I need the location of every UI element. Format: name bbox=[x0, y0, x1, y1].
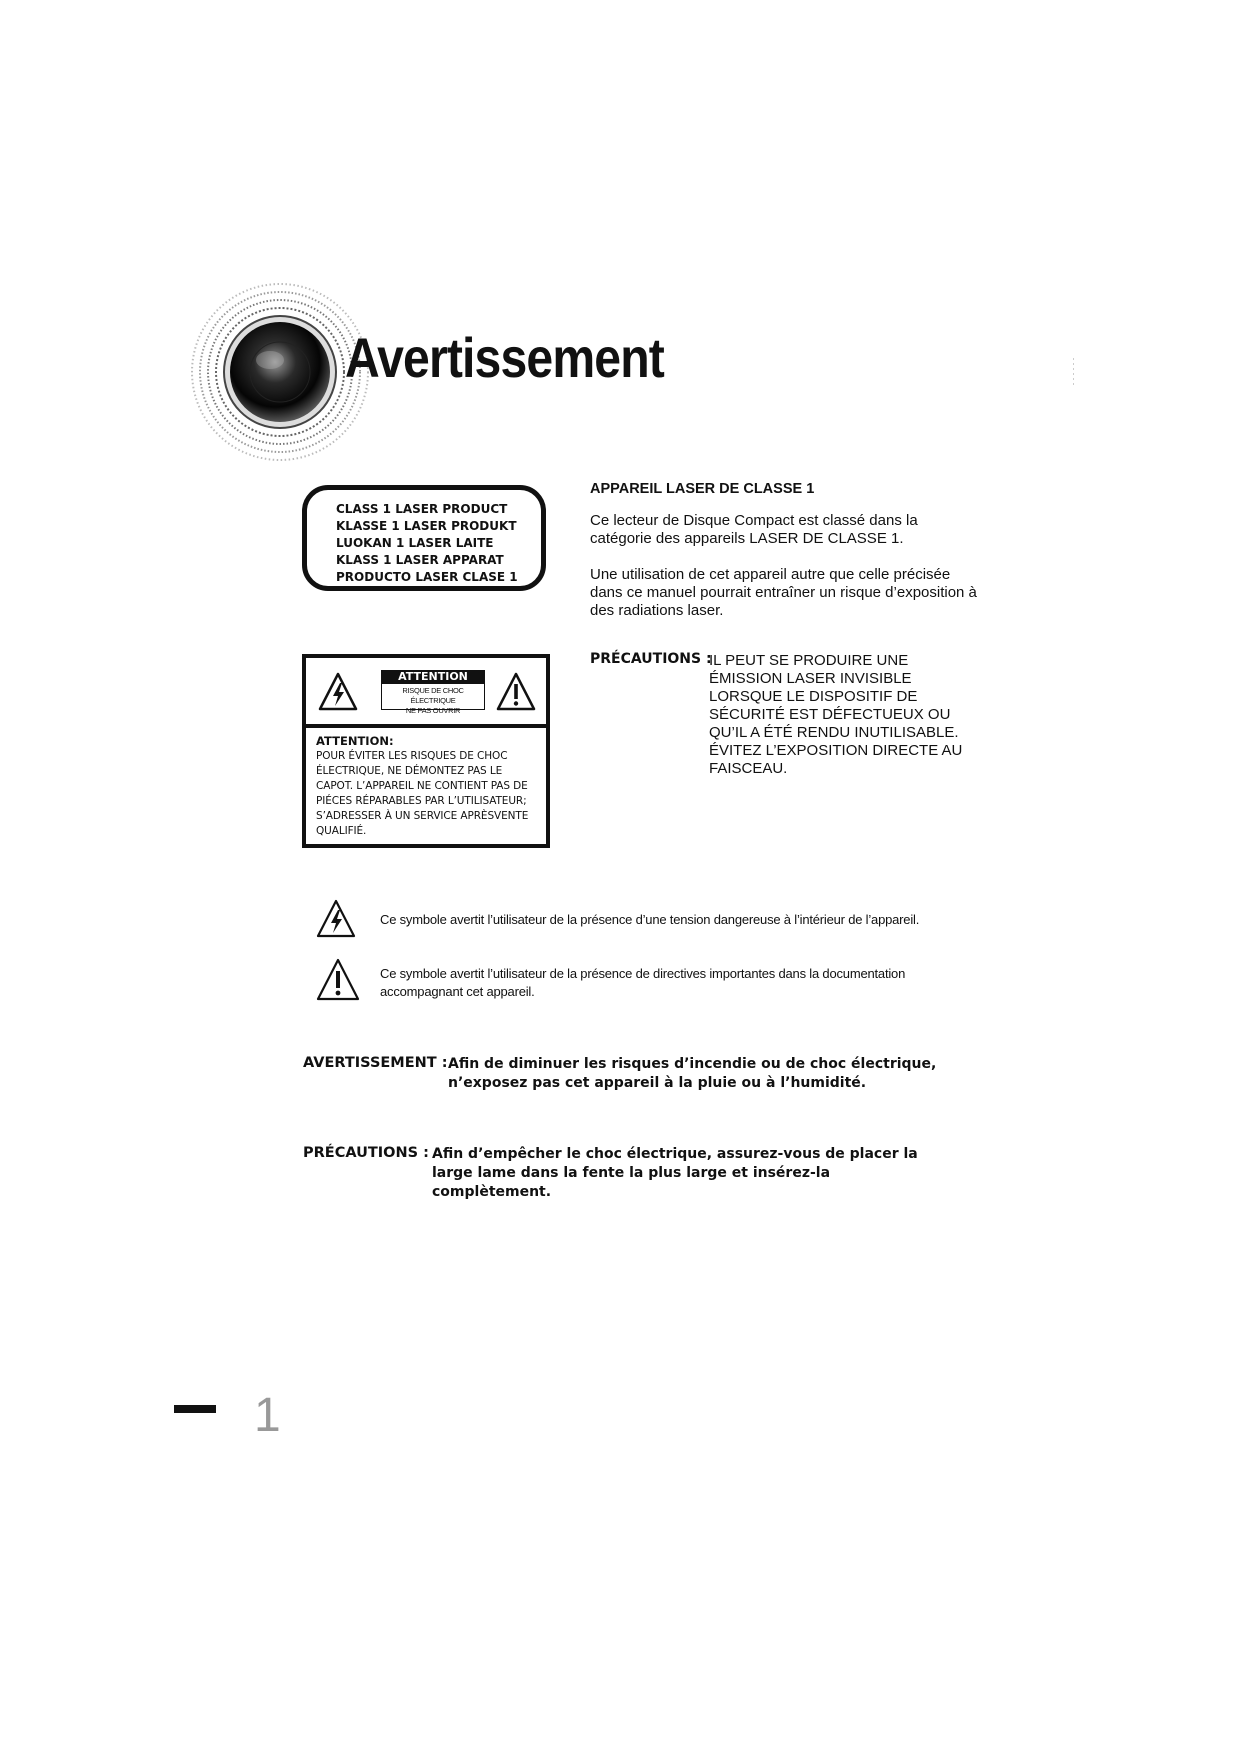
precautions-label: PRÉCAUTIONS : bbox=[590, 651, 712, 667]
shock-symbol-description: Ce symbole avertit l’utilisateur de la présence d’une tension dangereuse à l’intérieur de l’appareil. bbox=[380, 912, 920, 927]
laser-label-line: LUOKAN 1 LASER LAITE bbox=[336, 536, 494, 550]
laser-label-line: KLASS 1 LASER APPARAT bbox=[336, 553, 504, 567]
laser-label-line: CLASS 1 LASER PRODUCT bbox=[336, 502, 508, 516]
avertissement-text: Afin de diminuer les risques d’incendie ou de choc électrique, n’exposez pas cet appareil à la pluie ou à l’humidité. bbox=[448, 1056, 937, 1091]
attention-subtitle-line: NE PAS OUVRIR bbox=[405, 706, 461, 715]
page-number-bar bbox=[174, 1405, 216, 1413]
attention-banner: ATTENTION bbox=[381, 670, 485, 684]
class1-paragraph: Une utilisation de cet appareil autre que celle précisée dans ce manuel pourrait entraîner un risque d’exposition à des radiations laser. bbox=[590, 566, 977, 619]
laser-label-line: KLASSE 1 LASER PRODUKT bbox=[336, 519, 517, 533]
exclamation-triangle-icon bbox=[496, 672, 536, 712]
avertissement-label: AVERTISSEMENT : bbox=[303, 1055, 448, 1071]
exclamation-triangle-icon bbox=[316, 958, 360, 1002]
precautions-label: PRÉCAUTIONS : bbox=[303, 1145, 429, 1161]
attention-subtitle bbox=[381, 686, 485, 716]
attention-box bbox=[302, 654, 550, 848]
laser-class-label bbox=[302, 485, 546, 591]
precautions-text: Afin d’empêcher le choc électrique, assurez-vous de placer la large lame dans la fente la plus large et insérez-la complètement. bbox=[432, 1146, 918, 1200]
attention-subtitle-line: RISQUE DE CHOC ÉLECTRIQUE bbox=[402, 686, 464, 705]
lightning-triangle-icon bbox=[316, 899, 356, 939]
edge-marks bbox=[1072, 358, 1075, 388]
precautions-text: IL PEUT SE PRODUIRE UNE ÉMISSION LASER INVISIBLE LORSQUE LE DISPOSITIF DE SÉCURITÉ EST DÉFECTUEUX OU QU’IL A ÉTÉ RENDU INUTILISABLE. ÉVITEZ L’EXPOSITION DIRECTE AU FAISCEAU. bbox=[709, 652, 963, 777]
class1-paragraph: Ce lecteur de Disque Compact est classé dans la catégorie des appareils LASER DE CLASSE 1. bbox=[590, 512, 918, 547]
lightning-triangle-icon bbox=[318, 672, 358, 712]
page-title: Avertissement bbox=[345, 326, 664, 389]
page-number: 1 bbox=[254, 1389, 281, 1442]
speaker-icon bbox=[190, 282, 370, 462]
laser-label-line: PRODUCTO LASER CLASE 1 bbox=[336, 570, 518, 584]
caution-symbol-description: Ce symbole avertit l’utilisateur de la présence de directives importantes dans la documentation accompagnant cet appareil. bbox=[380, 966, 906, 999]
class1-heading: APPAREIL LASER DE CLASSE 1 bbox=[590, 481, 815, 497]
attention-body-text: POUR ÉVITER LES RISQUES DE CHOC ÉLECTRIQUE, NE DÉMONTEZ PAS LE CAPOT. L’APPAREIL NE CONTIENT PAS DE PIÉCES RÉPARABLES PAR L’UTILISATEUR; S’ADRESSER À UN SERVICE APRÈSVENTE QUALIFIÉ. bbox=[316, 750, 529, 837]
attention-body-title: ATTENTION: bbox=[316, 734, 394, 748]
attention-body bbox=[316, 734, 542, 839]
attention-header bbox=[306, 658, 546, 728]
